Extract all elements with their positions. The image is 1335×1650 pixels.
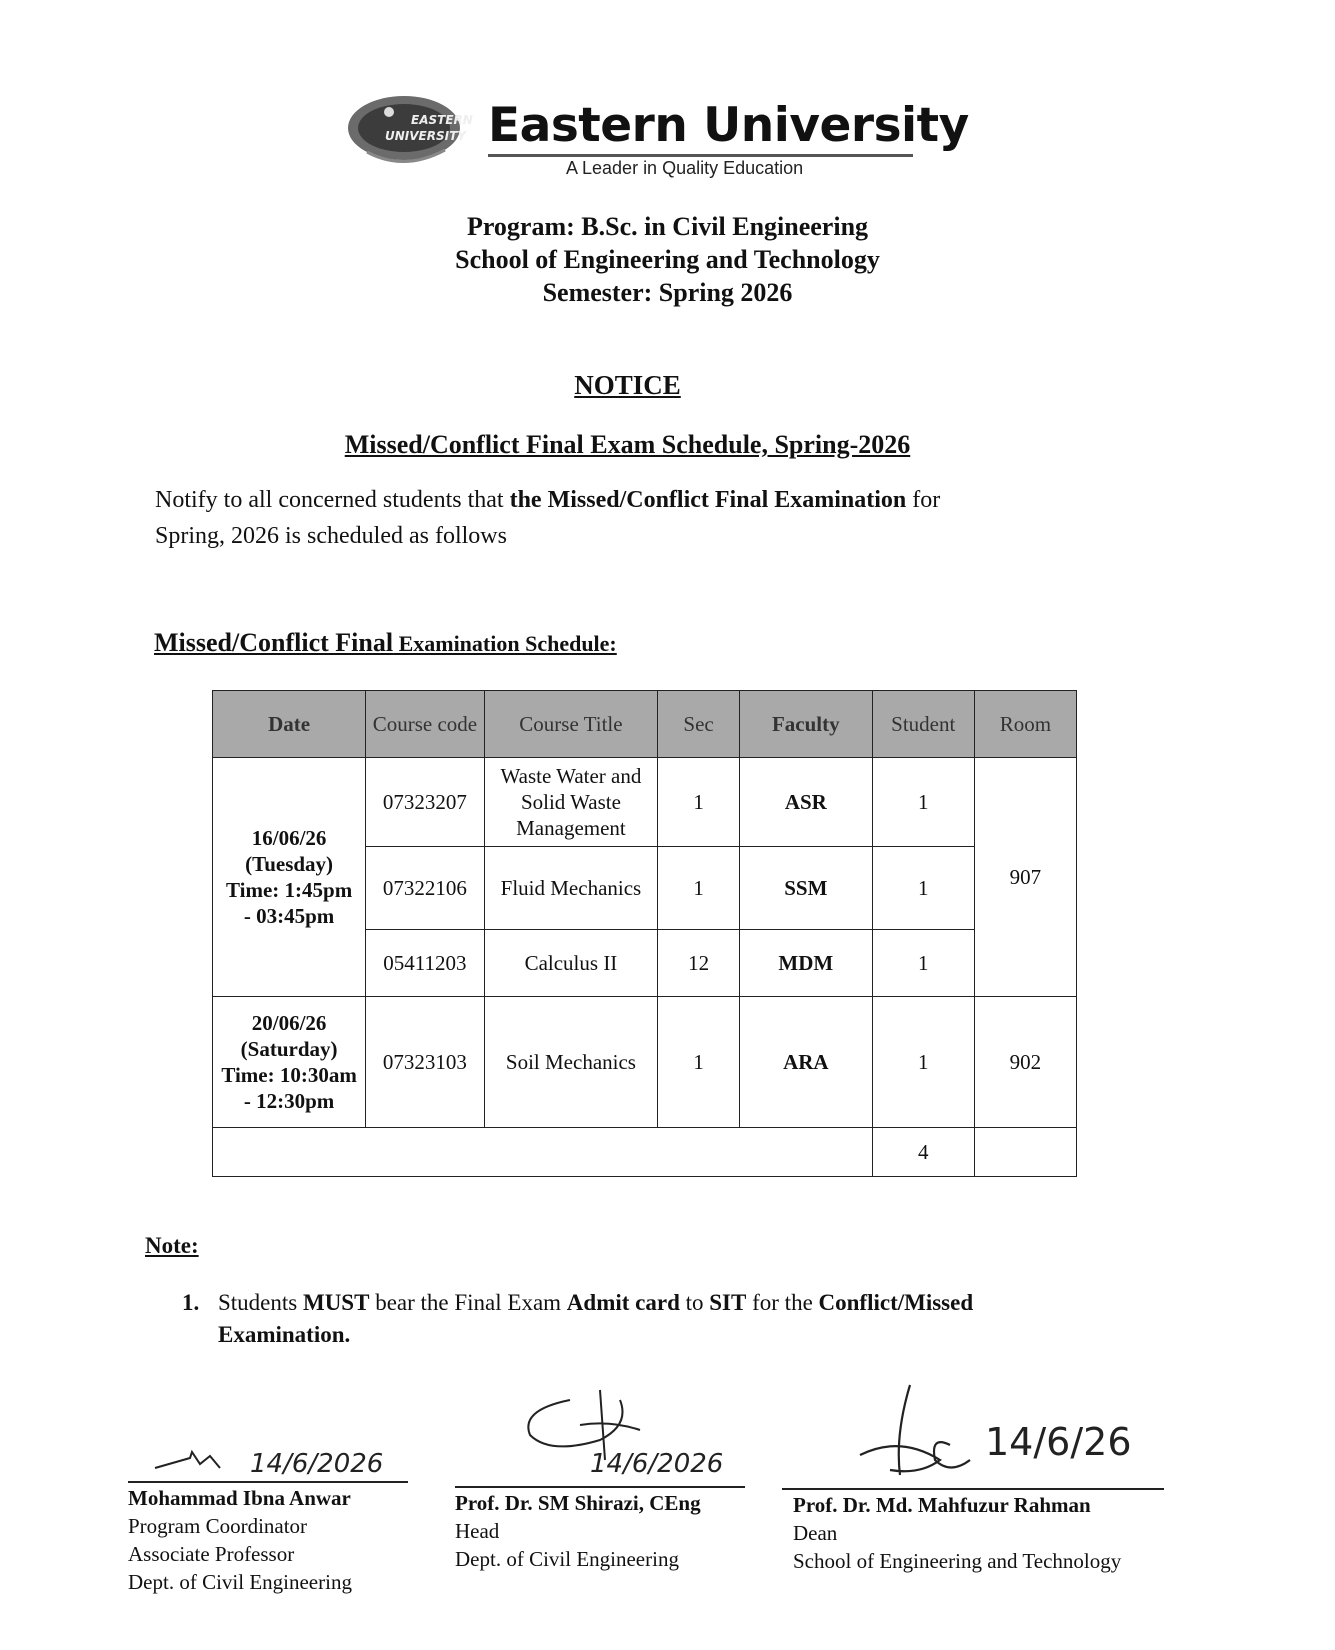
program-info — [0, 210, 1335, 309]
signature-3-block — [793, 1491, 1121, 1575]
note-text — [218, 1287, 1062, 1351]
student-count-cell: 1 — [872, 847, 974, 930]
faculty-cell: ARA — [739, 997, 872, 1128]
signature-3-title: Dean — [793, 1521, 838, 1545]
signature-1-dept: Dept. of Civil Engineering — [128, 1570, 352, 1594]
intro-text-b: the Missed/Conflict Final Examination — [509, 487, 907, 513]
program-name: Program: B.Sc. in Civil Engineering — [466, 212, 869, 241]
school-name: School of Engineering and Technology — [455, 245, 880, 274]
date-cell — [213, 758, 366, 997]
course-code-cell: 07322106 — [366, 847, 484, 930]
column-header-date: Date — [213, 691, 366, 758]
section-cell: 12 — [658, 930, 740, 997]
exam-date: 16/06/26 — [251, 826, 327, 850]
schedule-heading — [154, 628, 617, 658]
student-count-cell: 1 — [872, 758, 974, 847]
svg-text:EASTERN: EASTERN — [411, 113, 473, 127]
section-cell: 1 — [658, 847, 740, 930]
column-header-faculty: Faculty — [739, 691, 872, 758]
table-row — [213, 758, 1077, 847]
signature-3-name: Prof. Dr. Md. Mahfuzur Rahman — [793, 1493, 1091, 1517]
room-cell: 907 — [974, 758, 1076, 997]
schedule-heading-a: Missed/Conflict Final — [154, 628, 394, 657]
note-fragment-bold: MUST — [302, 1290, 370, 1315]
svg-text:14/6/2026: 14/6/2026 — [250, 1449, 384, 1479]
note-label: Note: — [145, 1233, 199, 1258]
note-fragment: bear the Final Exam — [369, 1290, 567, 1315]
note-fragment: Students — [218, 1290, 303, 1315]
note-fragment: to — [679, 1290, 710, 1315]
course-code-cell: 07323103 — [366, 997, 484, 1128]
table-row — [213, 997, 1077, 1128]
course-title-cell: Soil Mechanics — [484, 997, 658, 1128]
section-cell: 1 — [658, 997, 740, 1128]
student-count-cell: 1 — [872, 997, 974, 1128]
faculty-cell: ASR — [739, 758, 872, 847]
svg-text:UNIVERSITY: UNIVERSITY — [385, 129, 466, 143]
exam-schedule-table — [212, 690, 1077, 1177]
section-cell: 1 — [658, 758, 740, 847]
student-count-cell: 1 — [872, 930, 974, 997]
schedule-heading-b: Examination Schedule: — [393, 631, 617, 656]
note-fragment-bold: Conflict/Missed Examination. — [218, 1290, 974, 1347]
university-tagline: A Leader in Quality Education — [566, 158, 804, 178]
signature-2-line — [455, 1486, 745, 1488]
note-fragment-bold: Admit card — [566, 1290, 680, 1315]
signature-1-block — [128, 1484, 352, 1596]
note-item — [182, 1287, 1062, 1351]
university-logo — [345, 92, 473, 168]
column-header-room: Room — [974, 691, 1076, 758]
course-title-cell: Calculus II — [484, 930, 658, 997]
column-header-course-title: Course Title — [484, 691, 658, 758]
signature-3-line — [782, 1488, 1164, 1490]
column-header-sec: Sec — [658, 691, 740, 758]
exam-time-end: - 03:45pm — [243, 904, 335, 928]
note-number: 1. — [182, 1290, 200, 1315]
university-name: Eastern University — [488, 98, 969, 153]
signature-1-rank: Associate Professor — [128, 1542, 295, 1566]
intro-text-d: Spring, 2026 is scheduled as follows — [155, 523, 507, 549]
signature-2-dept: Dept. of Civil Engineering — [455, 1547, 679, 1571]
signature-2-name: Prof. Dr. SM Shirazi, CEng — [455, 1491, 701, 1515]
note-fragment: for the — [746, 1290, 819, 1315]
exam-time: Time: 10:30am — [221, 1063, 357, 1087]
exam-date: 20/06/26 — [251, 1011, 327, 1035]
course-title-cell: Fluid Mechanics — [484, 847, 658, 930]
exam-time-end: - 12:30pm — [243, 1089, 335, 1113]
intro-paragraph — [155, 482, 1055, 554]
table-header-row — [213, 691, 1077, 758]
exam-day: (Tuesday) — [245, 852, 334, 876]
signature-1-name: Mohammad Ibna Anwar — [128, 1486, 351, 1510]
signature-2-title: Head — [455, 1519, 500, 1543]
signature-3-handwriting — [800, 1375, 1160, 1485]
room-cell: 902 — [974, 997, 1076, 1128]
notice-subtitle: Missed/Conflict Final Exam Schedule, Spring-2026 — [344, 430, 911, 459]
signature-2-block — [455, 1489, 701, 1573]
svg-text:14/6/2026: 14/6/2026 — [590, 1449, 724, 1479]
notice-title: NOTICE — [574, 370, 681, 400]
exam-day: (Saturday) — [240, 1037, 338, 1061]
column-header-student: Student — [872, 691, 974, 758]
course-title-cell: Waste Water and Solid Waste Management — [484, 758, 658, 847]
intro-text-a: Notify to all concerned students that — [155, 487, 510, 513]
column-header-course-code: Course code — [366, 691, 484, 758]
total-room-blank — [974, 1128, 1076, 1177]
exam-time: Time: 1:45pm — [226, 878, 353, 902]
total-students-cell: 4 — [872, 1128, 974, 1177]
course-code-cell: 05411203 — [366, 930, 484, 997]
intro-text-c: for — [906, 487, 941, 513]
note-fragment-bold: SIT — [709, 1290, 747, 1315]
signature-1-handwriting — [150, 1430, 410, 1480]
signature-1-line — [128, 1481, 408, 1483]
course-code-cell: 07323207 — [366, 758, 484, 847]
signature-2-handwriting — [510, 1380, 750, 1480]
faculty-cell: SSM — [739, 847, 872, 930]
faculty-cell: MDM — [739, 930, 872, 997]
signature-3-school: School of Engineering and Technology — [793, 1549, 1122, 1573]
total-row-blank — [213, 1128, 873, 1177]
semester: Semester: Spring 2026 — [542, 278, 793, 307]
signature-1-title: Program Coordinator — [128, 1514, 308, 1538]
date-cell — [213, 997, 366, 1128]
svg-text:14/6/26: 14/6/26 — [985, 1420, 1132, 1464]
header-rule — [488, 154, 913, 157]
total-row — [213, 1128, 1077, 1177]
